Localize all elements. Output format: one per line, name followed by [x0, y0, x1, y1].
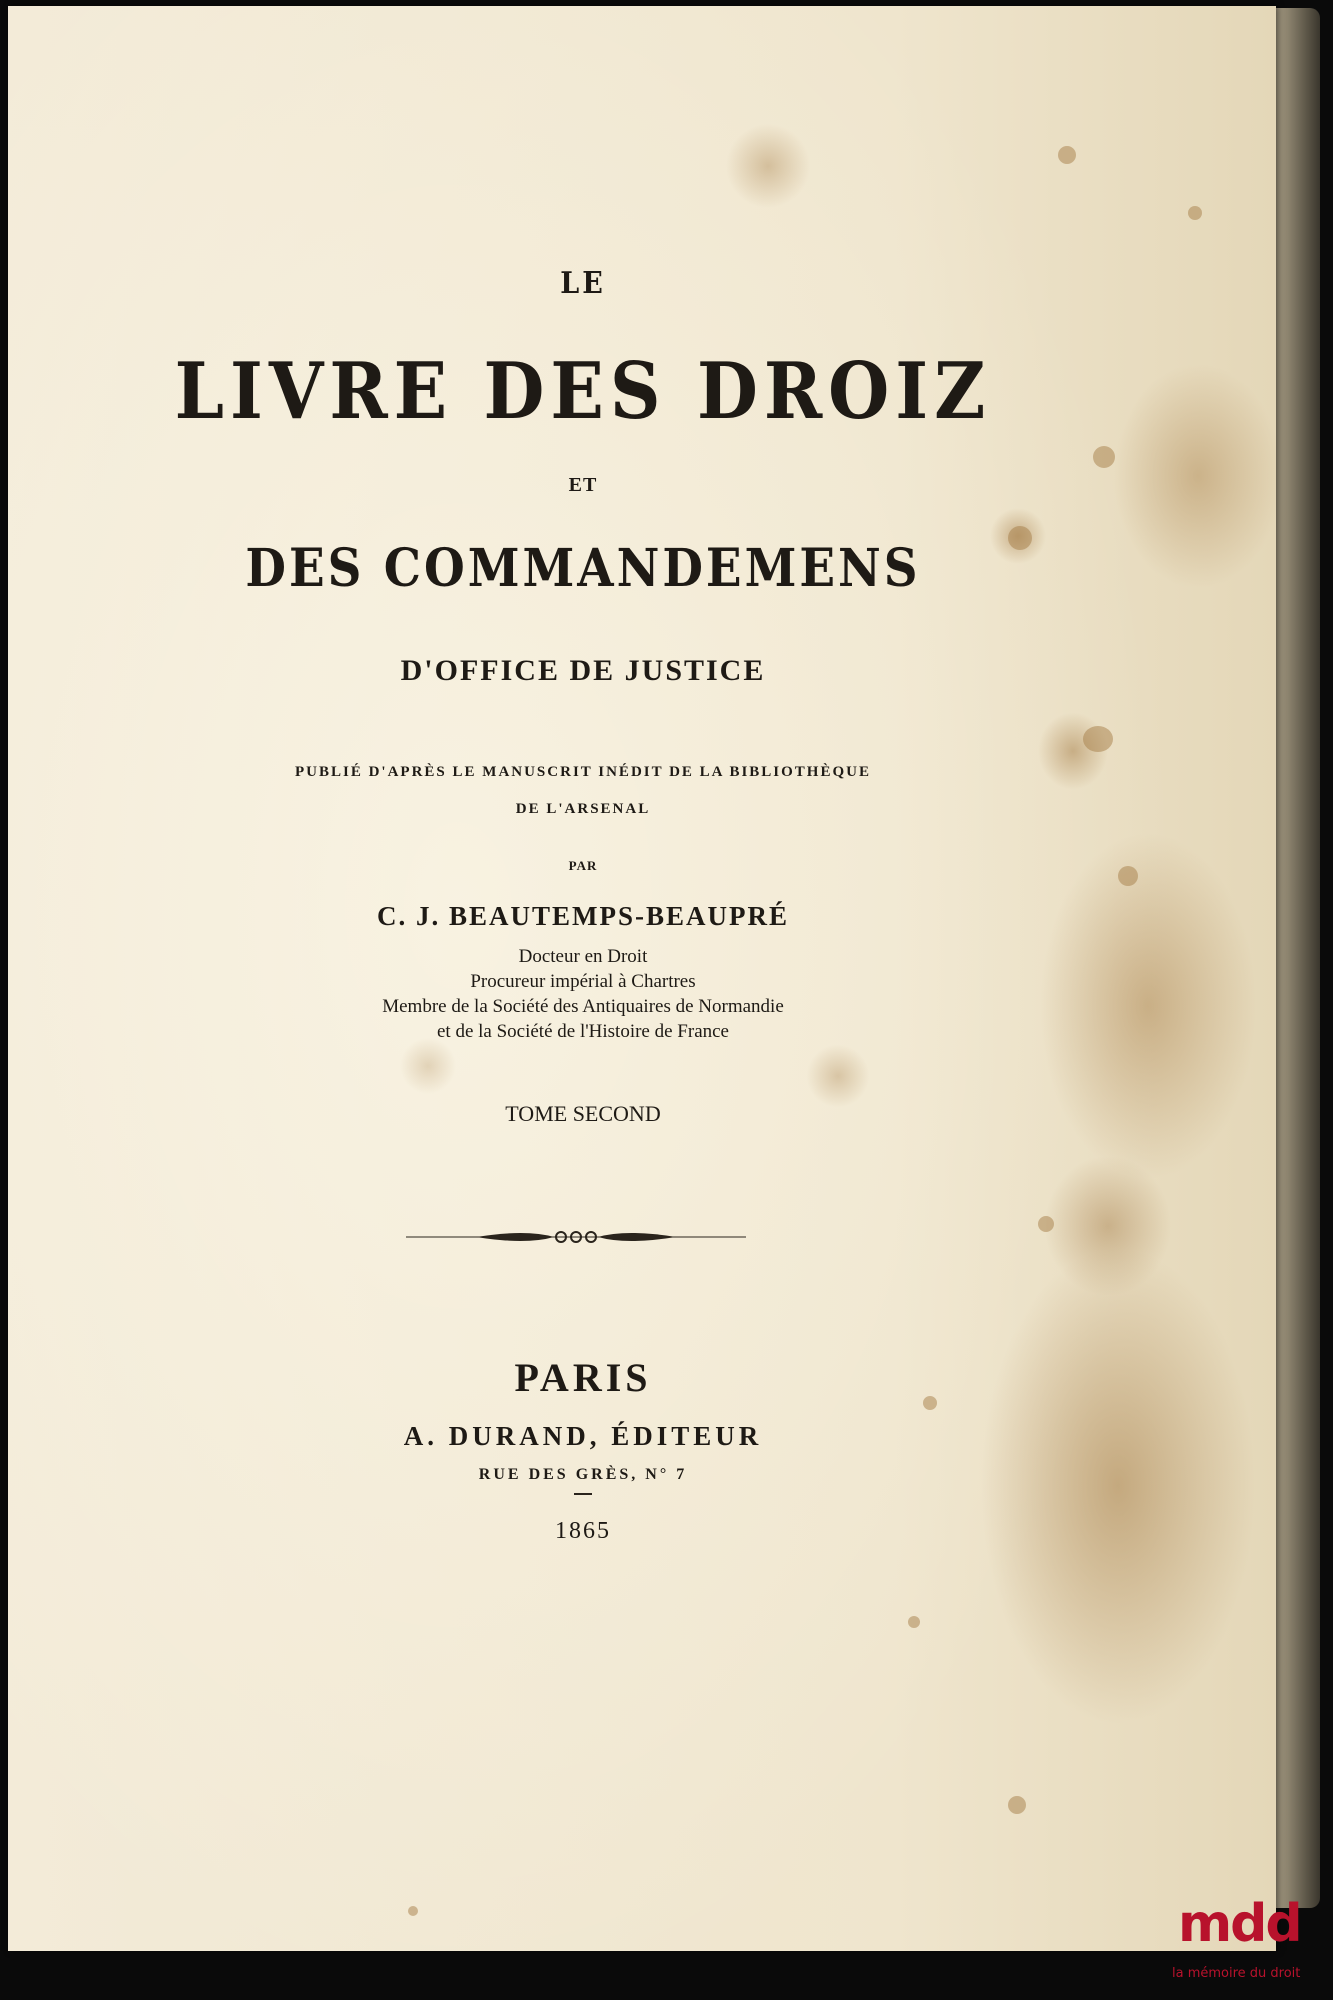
mdd-logo-tagline: la mémoire du droit: [1172, 1966, 1301, 1981]
foxing-spot: [408, 1906, 418, 1916]
publisher-city: PARIS: [514, 1355, 652, 1400]
publisher-name: A. DURAND, ÉDITEUR: [403, 1421, 763, 1451]
author-title: Docteur en Droit: [518, 946, 648, 967]
publication-note-continued: DE L'ARSENAL: [515, 801, 651, 817]
title-conjunction: ET: [568, 474, 598, 496]
title-article: LE: [560, 266, 606, 301]
publisher-address: RUE DES GRÈS, N° 7: [478, 1466, 688, 1483]
foxing-spot: [1188, 206, 1202, 220]
volume-label: TOME SECOND: [505, 1101, 661, 1126]
author-title: et de la Société de l'Histoire de France: [436, 1021, 729, 1042]
foxing-spot: [1058, 146, 1076, 164]
foxing-spot: [1038, 1216, 1054, 1232]
foxing-spot: [1083, 726, 1113, 752]
foxing-spot: [908, 1616, 920, 1628]
title-line-3: D'OFFICE DE JUSTICE: [400, 654, 766, 687]
publication-note: PUBLIÉ D'APRÈS LE MANUSCRIT INÉDIT DE LA BIBLIOTHÈQUE: [295, 764, 871, 780]
publication-year: 1865: [555, 1518, 611, 1544]
divider: [8, 1493, 1158, 1495]
mdd-logo: [1172, 1892, 1327, 1996]
author-name: C. J. BEAUTEMPS-BEAUPRÉ: [376, 901, 790, 931]
foxing-spot: [1008, 1796, 1026, 1814]
foxing-spot: [1093, 446, 1115, 468]
title-line-2: DES COMMANDEMENS: [245, 538, 921, 599]
title-page: [8, 6, 1276, 1951]
ornamental-rule: [406, 1224, 746, 1250]
author-title: Procureur impérial à Chartres: [470, 971, 696, 992]
by-label: PAR: [568, 858, 598, 873]
main-title: LIVRE DES DROIZ: [174, 346, 992, 437]
mdd-logo-mark: mdd: [1178, 1894, 1301, 1954]
author-title: Membre de la Société des Antiquaires de Normandie: [382, 996, 784, 1017]
